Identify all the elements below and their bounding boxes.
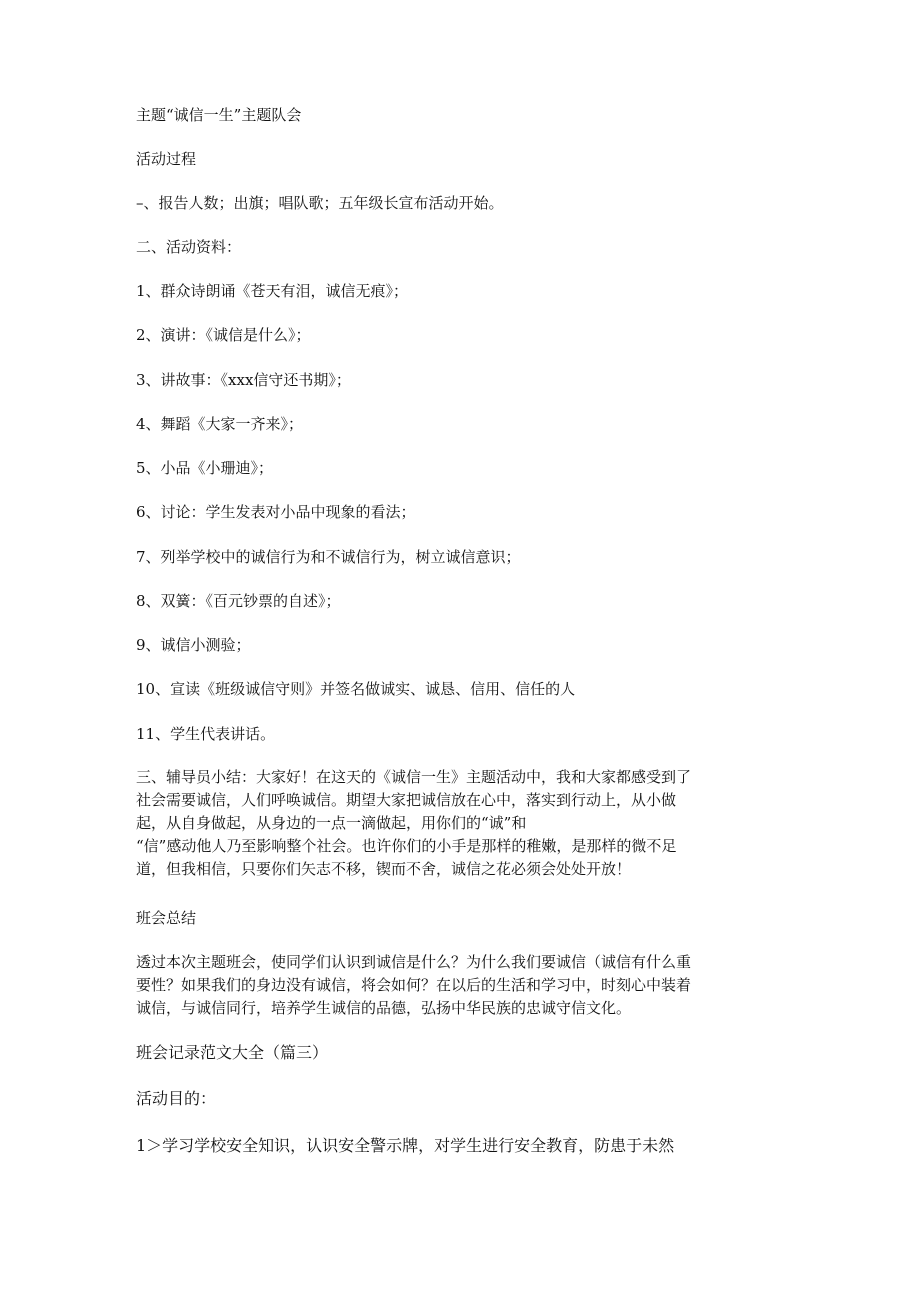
list-item: 3、讲故事：《xxx信守还书期》； (136, 371, 351, 389)
step-1: –、报告人数；出旗；唱队歌；五年级长宣布活动开始。 (136, 194, 504, 212)
list-item: 7、列举学校中的诚信行为和不诚信行为，树立诚信意识； (136, 548, 521, 566)
list-item: 9、诚信小测验； (136, 636, 251, 654)
list-item: 11、学生代表讲话。 (136, 725, 276, 743)
list-item: 2、演讲：《诚信是什么》； (136, 326, 311, 344)
step-2-heading: 二、活动资料： (136, 238, 242, 256)
goal-1: 1＞学习学校安全知识，认识安全警示牌，对学生进行安全教育，防患于未然 (136, 1136, 675, 1155)
class-summary-line: 诚信，与诚信同行，培养学生诚信的品德，弘扬中华民族的忠诚守信文化。 (136, 999, 632, 1017)
goal-heading: 活动目的： (136, 1089, 217, 1108)
class-summary-line: 透过本次主题班会，使同学们认识到诚信是什么？为什么我们要诚信（诚信有什么重 (136, 953, 692, 971)
document-title: 主题“诚信一生”主题队会 (136, 106, 302, 124)
process-heading: 活动过程 (136, 150, 197, 168)
summary-line: 道，但我相信，只要你们矢志不移，锲而不舍，诚信之花必须会处处开放！ (136, 860, 632, 878)
class-summary-line: 要性？如果我们的身边没有诚信，将会如何？在以后的生活和学习中，时刻心中装着 (136, 976, 692, 994)
list-item: 1、群众诗朗诵《苍天有泪，诚信无痕》； (136, 282, 409, 300)
list-item: 8、双簧：《百元钞票的自述》； (136, 592, 341, 610)
summary-line: 三、辅导员小结：大家好！在这天的《诚信一生》主题活动中，我和大家都感受到了 (136, 768, 692, 786)
list-item: 4、舞蹈《大家一齐来》； (136, 415, 304, 433)
counselor-summary (136, 766, 691, 881)
list-item: 6、讨论：学生发表对小品中现象的看法； (136, 503, 416, 521)
class-summary (136, 951, 691, 1020)
list-item: 5、小品《小珊迪》； (136, 459, 274, 477)
summary-line: 起，从自身做起，从身边的一点一滴做起，用你们的“诚”和 (136, 814, 527, 832)
class-summary-heading: 班会总结 (136, 909, 197, 927)
summary-line: “信”感动他人乃至影响整个社会。也许你们的小手是那样的稚嫩，是那样的微不足 (136, 837, 677, 855)
summary-line: 社会需要诚信，人们呼唤诚信。期望大家把诚信放在心中，落实到行动上，从小做 (136, 791, 677, 809)
section-title: 班会记录范文大全（篇三） (136, 1043, 329, 1062)
list-item: 10、宣读《班级诚信守则》并签名做诚实、诚恳、信用、信任的人 (136, 680, 576, 698)
